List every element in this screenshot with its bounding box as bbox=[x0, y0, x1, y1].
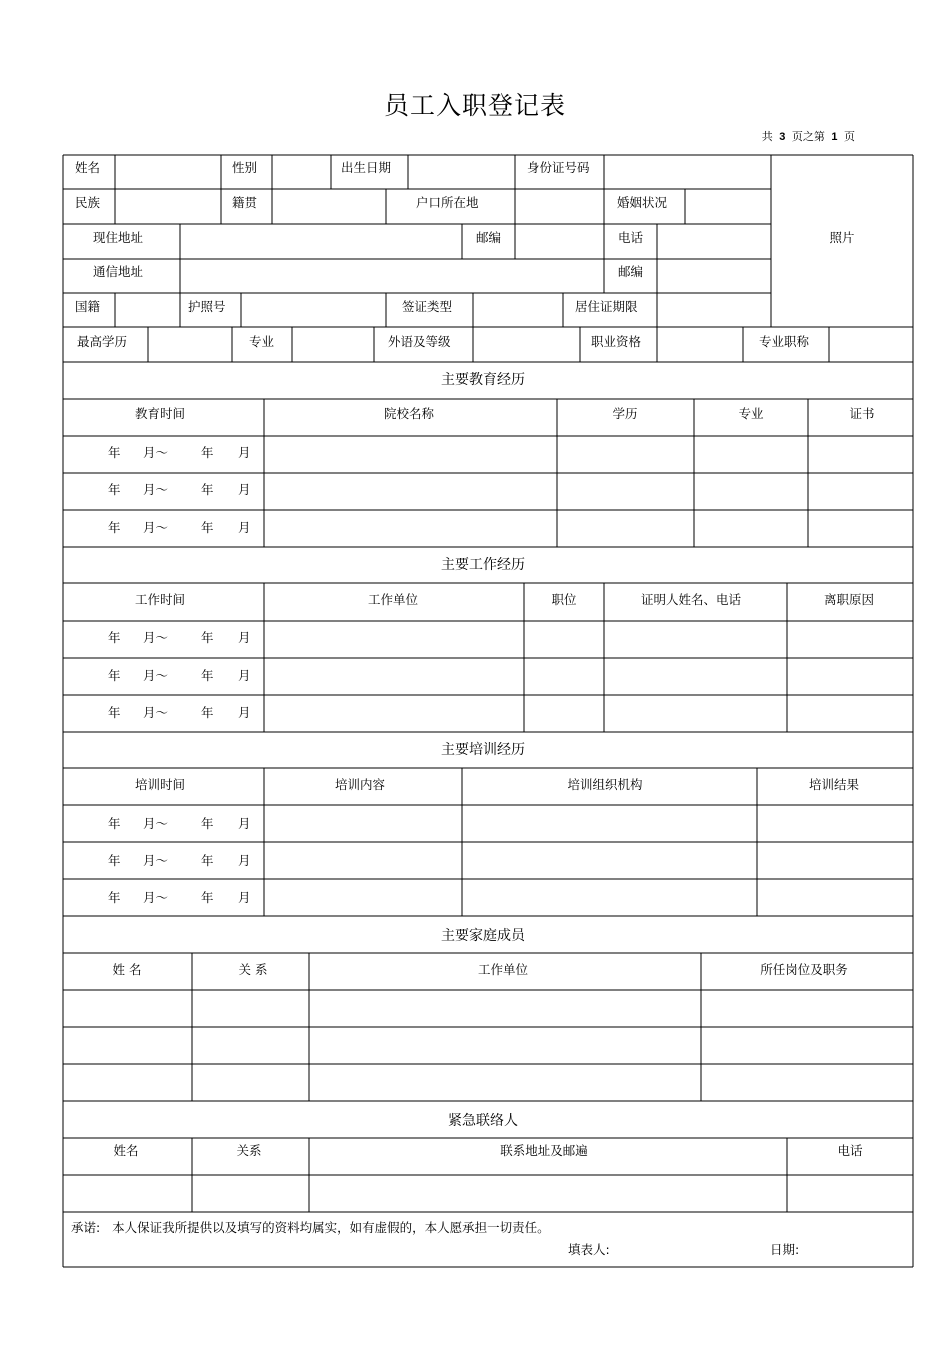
training-col-result: 培训结果 bbox=[808, 777, 860, 792]
emergency-col-relation: 关系 bbox=[236, 1143, 262, 1158]
ethnicity-label: 民族 bbox=[75, 195, 101, 210]
date-range-year-to: 年 bbox=[201, 482, 214, 497]
date-range-month-from: 月～ bbox=[143, 705, 169, 720]
date-label: 日期: bbox=[770, 1242, 800, 1257]
date-range-month-to: 月 bbox=[238, 890, 251, 905]
date-range-year: 年 bbox=[108, 853, 121, 868]
date-range-month-to: 月 bbox=[238, 520, 251, 535]
date-range-month-to: 月 bbox=[238, 668, 251, 683]
date-range-month-from: 月～ bbox=[143, 668, 169, 683]
emergency-col-phone: 电话 bbox=[837, 1143, 863, 1158]
date-range-month-from: 月～ bbox=[143, 630, 169, 645]
phone-label: 电话 bbox=[618, 230, 644, 245]
mailing-postcode-label: 邮编 bbox=[618, 264, 644, 279]
date-range-month-to: 月 bbox=[238, 630, 251, 645]
work-heading: 主要工作经历 bbox=[441, 557, 525, 573]
family-col-name: 姓 名 bbox=[112, 962, 142, 977]
education-heading: 主要教育经历 bbox=[441, 372, 525, 388]
date-range-year: 年 bbox=[108, 630, 121, 645]
form-title: 员工入职登记表 bbox=[383, 91, 566, 120]
mailing-address-label: 通信地址 bbox=[93, 264, 144, 279]
date-range-month-from: 月～ bbox=[143, 890, 169, 905]
work-col-reference: 证明人姓名、电话 bbox=[640, 592, 742, 607]
language-level-label: 外语及等级 bbox=[388, 334, 451, 349]
nationality-label: 国籍 bbox=[75, 299, 101, 314]
emergency-col-name: 姓名 bbox=[113, 1143, 139, 1158]
work-col-company: 工作单位 bbox=[367, 592, 419, 607]
gender-label: 性别 bbox=[232, 160, 258, 175]
visa-type-label: 签证类型 bbox=[402, 299, 453, 314]
major-label: 专业 bbox=[249, 334, 275, 349]
family-col-company: 工作单位 bbox=[477, 962, 529, 977]
filler-label: 填表人: bbox=[568, 1242, 610, 1257]
date-range-year-to: 年 bbox=[201, 520, 214, 535]
pager-total: 3 bbox=[779, 131, 786, 143]
current-address-label: 现住地址 bbox=[93, 230, 144, 245]
date-range-year-to: 年 bbox=[201, 816, 214, 831]
residence-expiry-label: 居住证期限 bbox=[575, 299, 638, 314]
date-range-month-from: 月～ bbox=[143, 445, 169, 460]
household-location-label: 户口所在地 bbox=[416, 195, 479, 210]
date-range-month-from: 月～ bbox=[143, 816, 169, 831]
date-range-month-from: 月～ bbox=[143, 482, 169, 497]
family-heading: 主要家庭成员 bbox=[441, 928, 525, 944]
postcode-label: 邮编 bbox=[476, 230, 502, 245]
date-range-month-to: 月 bbox=[238, 816, 251, 831]
pager-suffix: 页 bbox=[844, 130, 855, 143]
date-range-year: 年 bbox=[108, 445, 121, 460]
date-range-year: 年 bbox=[108, 816, 121, 831]
id-number-label: 身份证号码 bbox=[527, 160, 590, 175]
date-range-year: 年 bbox=[108, 520, 121, 535]
marital-status-label: 婚姻状况 bbox=[617, 195, 668, 210]
date-range-year: 年 bbox=[108, 705, 121, 720]
birth-date-label: 出生日期 bbox=[341, 160, 392, 175]
highest-education-label: 最高学历 bbox=[77, 334, 128, 349]
date-range-month-to: 月 bbox=[238, 705, 251, 720]
date-range-year: 年 bbox=[108, 668, 121, 683]
training-col-content: 培训内容 bbox=[334, 777, 386, 792]
date-range-year-to: 年 bbox=[201, 668, 214, 683]
date-range-year-to: 年 bbox=[201, 853, 214, 868]
date-range-month-to: 月 bbox=[238, 853, 251, 868]
date-range-year-to: 年 bbox=[201, 890, 214, 905]
education-col-school: 院校名称 bbox=[383, 406, 435, 421]
education-col-time: 教育时间 bbox=[134, 406, 186, 421]
date-range-year-to: 年 bbox=[201, 630, 214, 645]
passport-label: 护照号 bbox=[188, 299, 226, 314]
training-heading: 主要培训经历 bbox=[441, 742, 525, 758]
work-col-time: 工作时间 bbox=[134, 592, 186, 607]
date-range-month-from: 月～ bbox=[143, 520, 169, 535]
education-col-major: 专业 bbox=[738, 406, 764, 421]
work-col-leave-reason: 离职原因 bbox=[823, 592, 875, 607]
professional-title-label: 专业职称 bbox=[759, 334, 810, 349]
date-range-month-to: 月 bbox=[238, 482, 251, 497]
pager-middle: 页之第 bbox=[791, 130, 825, 143]
pager-prefix: 共 bbox=[761, 130, 773, 143]
name-label: 姓名 bbox=[75, 160, 101, 175]
family-col-relation: 关 系 bbox=[238, 962, 268, 977]
qualification-label: 职业资格 bbox=[591, 334, 642, 349]
family-col-position: 所任岗位及职务 bbox=[760, 962, 848, 977]
pager-current: 1 bbox=[831, 131, 838, 143]
work-col-position: 职位 bbox=[551, 592, 577, 607]
emergency-col-address: 联系地址及邮遍 bbox=[500, 1143, 588, 1158]
date-range-year-to: 年 bbox=[201, 705, 214, 720]
education-col-certificate: 证书 bbox=[849, 406, 875, 421]
emergency-heading: 紧急联络人 bbox=[448, 1113, 518, 1129]
training-col-organizer: 培训组织机构 bbox=[567, 777, 643, 792]
date-range-year-to: 年 bbox=[201, 445, 214, 460]
education-col-degree: 学历 bbox=[612, 406, 638, 421]
pledge-text: 承诺: 本人保证我所提供以及填写的资料均属实，如有虚假的，本人愿承担一切责任。 bbox=[71, 1220, 550, 1235]
date-range-month-to: 月 bbox=[238, 445, 251, 460]
date-range-year: 年 bbox=[108, 890, 121, 905]
training-col-time: 培训时间 bbox=[134, 777, 186, 792]
date-range-month-from: 月～ bbox=[143, 853, 169, 868]
date-range-year: 年 bbox=[108, 482, 121, 497]
native-place-label: 籍贯 bbox=[232, 195, 258, 210]
photo-placeholder: 照片 bbox=[829, 230, 855, 245]
